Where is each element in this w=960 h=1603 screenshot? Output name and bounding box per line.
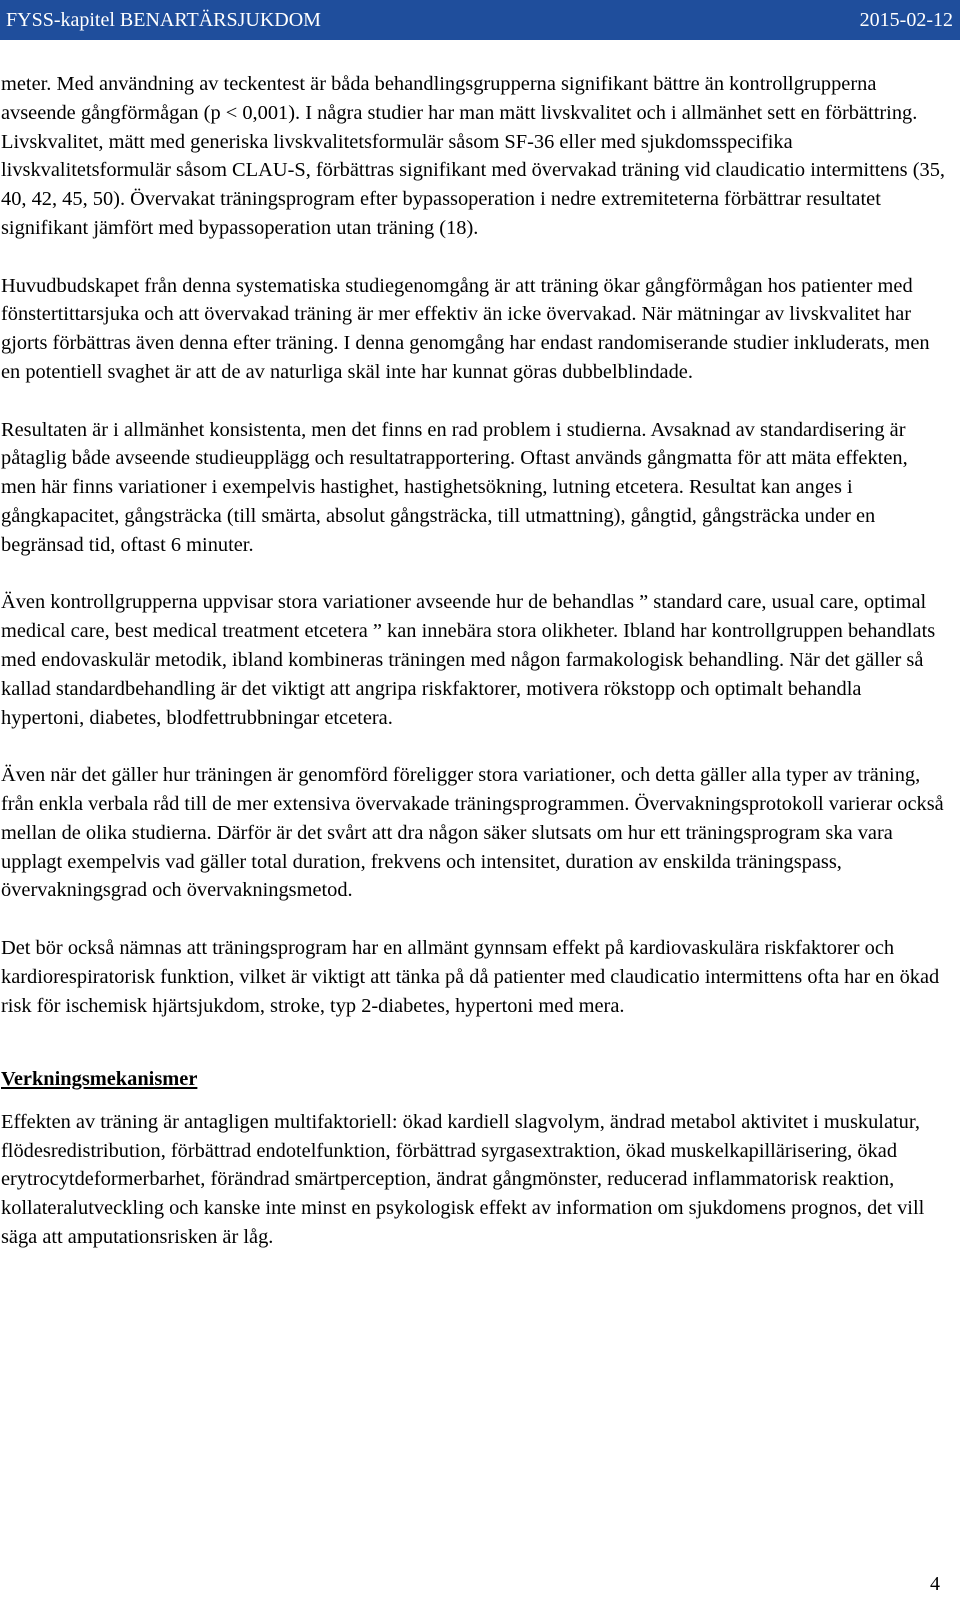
- paragraph: Effekten av träning är antagligen multifaktoriell: ökad kardiell slagvolym, ändrad metabol aktivitet i muskulatur, flödesredistribution, förbättrad endotelfunktion, förbättrad syrgasextraktion, ökad muskelkapillärisering, ökad erytrocytdeformerbarhet, förändrad smärtperception, ändrat gångmönster, reducerad inflammatorisk reaktion, kollateralutveckling och kanske inte minst en psykologisk effekt av information om sjukdomens prognos, det vill säga att amputationsrisken är låg.: [1, 1110, 925, 1249]
- paragraph: Även kontrollgrupperna uppvisar stora variationer avseende hur de behandlas ” standard care, usual care, optimal medical care, best medical treatment etcetera ” kan innebära stora olikheter. Ibland har kontrollgruppen behandlats med endovaskulär metodik, ibland kombineras träningen med någon farmakologisk behandling. När det gäller så kallad standardbehandling är det viktigt att angripa riskfaktorer, motivera rökstopp och optimalt behandla hypertoni, diabetes, blodfettrubbningar etcetera.: [1, 591, 936, 729]
- paragraph: Även när det gäller hur träningen är genomförd föreligger stora variationer, och detta gäller alla typer av träning, från enkla verbala råd till de mer extensiva övervakade träningsprogrammen. Övervakningsprotokoll varierar också mellan de olika studierna. Därför är det svårt att dra någon säker slutsats om hur ett träningsprogram ska vara upplagt exempelvis vad gäller total duration, frekvens och intensitet, duration av enskilda träningspass, övervakningsgrad och övervakningsmetod.: [1, 764, 944, 902]
- paragraph: Huvudbudskapet från denna systematiska studiegenomgång är att träning ökar gångförmågan hos patienter med fönstertittarsjuka och att övervakad träning är mer effektiv än icke övervakad. När mätningar av livskvalitet har gjorts förbättras även denna efter träning. I denna genomgång har endast randomiserande studier inkluderats, men en potentiell svaghet är att de av naturliga skäl inte har kunnat göras dubbelblindade.: [1, 274, 930, 383]
- paragraph: Det bör också nämnas att träningsprogram har en allmänt gynnsam effekt på kardiovaskulära riskfaktorer och kardiorespiratorisk funktion, vilket är viktigt att tänka på då patienter med claudicatio intermittens ofta har en ökad risk för ischemisk hjärtsjukdom, stroke, typ 2-diabetes, hypertoni med mera.: [1, 936, 940, 1017]
- page-number: 4: [930, 1573, 940, 1595]
- spacer: [1, 1049, 945, 1065]
- document-body: [0, 70, 945, 1281]
- page-header: [0, 0, 960, 40]
- document-date: 2015-02-12: [859, 9, 953, 31]
- section-heading: Verkningsmekanismer: [1, 1068, 198, 1091]
- document-title: FYSS-kapitel BENARTÄRSJUKDOM: [6, 9, 321, 31]
- paragraph: meter. Med användning av teckentest är båda behandlingsgrupperna signifikant bättre än kontrollgrupperna avseende gångförmågan (p < 0,001). I några studier har man mätt livskvalitet och i allmänhet sett en förbättring. Livskvalitet, mätt med generiska livskvalitetsformulär såsom SF-36 eller med sjukdomsspecifika livskvalitetsformulär såsom CLAU-S, förbättras signifikant med övervakad träning vid claudicatio intermittens (35, 40, 42, 45, 50). Övervakat träningsprogram efter bypassoperation i nedre extremiteterna förbättrar resultatet signifikant jämfört med bypassoperation utan träning (18).: [1, 73, 945, 239]
- paragraph: Resultaten är i allmänhet konsistenta, men det finns en rad problem i studierna. Avsaknad av standardisering är påtaglig både avseende studieupplägg och resultatrapportering. Oftast används gångmatta för att mäta effekten, men här finns variationer i exempelvis hastighet, hastighetsökning, lutning etcetera. Resultat kan anges i gångkapacitet, gångsträcka (till smärta, absolut gångsträcka, till utmattning), gångtid, gångsträcka under en begränsad tid, oftast 6 minuter.: [1, 418, 908, 556]
